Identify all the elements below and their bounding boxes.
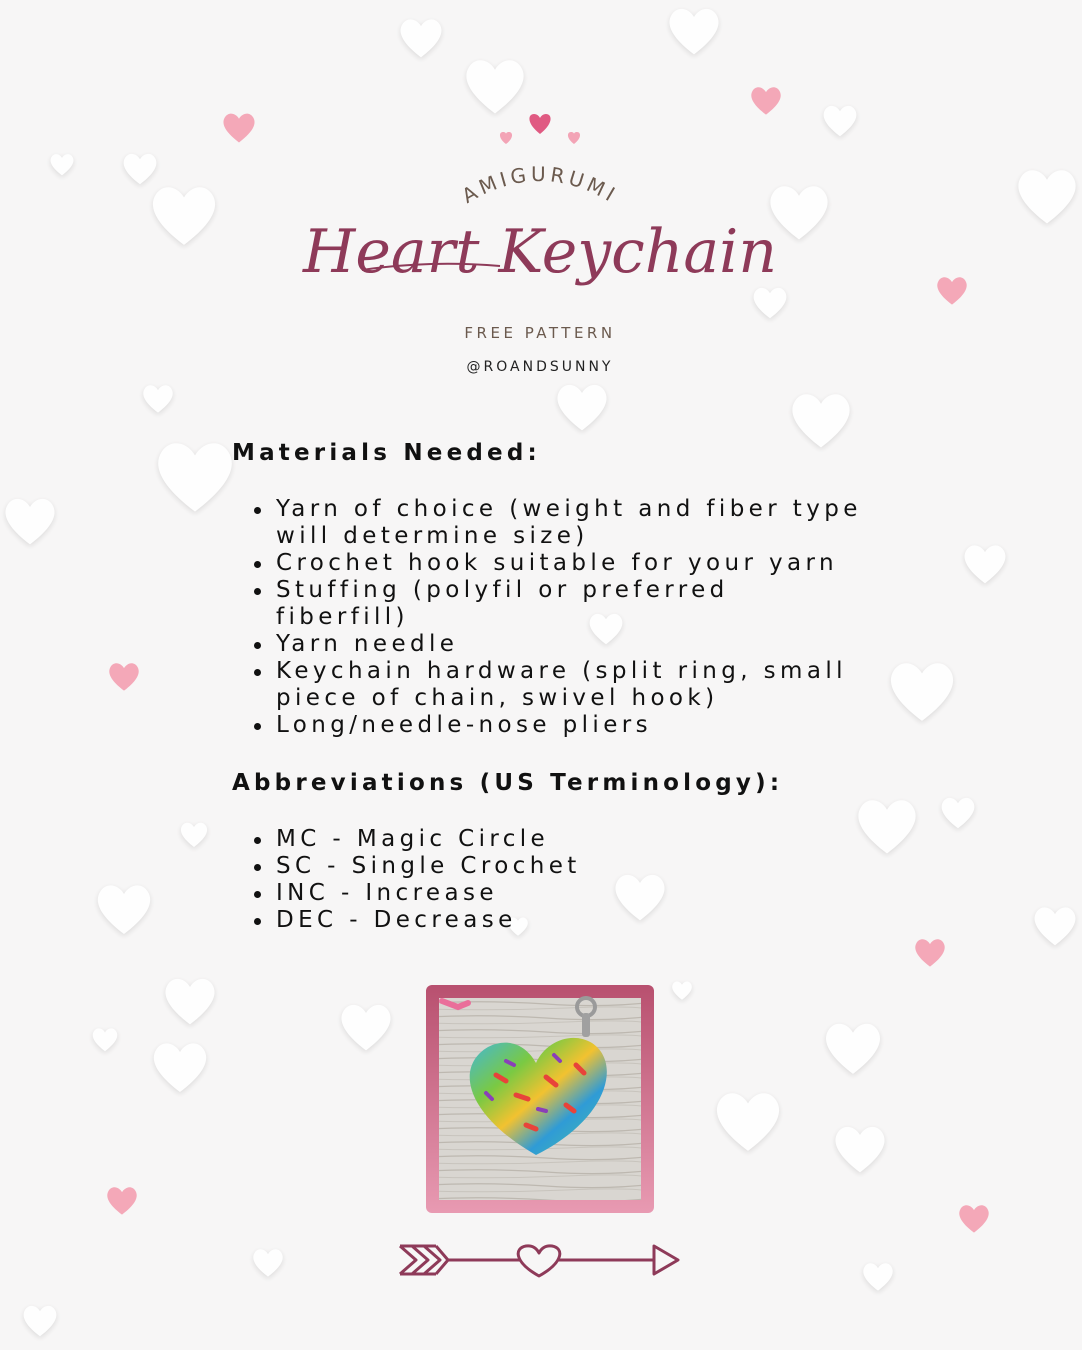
heart-icon [830,1118,890,1178]
heart-icon [664,0,724,60]
heart-icon [160,970,220,1030]
heart-icon [960,538,1010,588]
keychain-photo [426,985,654,1213]
heart-icon [250,1244,286,1280]
list-item: DEC - Decrease [250,907,870,934]
heart-icon [710,1082,786,1158]
heart-icon [20,1300,60,1340]
heart-icon [336,996,396,1056]
list-item: Long/needle-nose pliers [250,712,870,739]
heart-icon [0,490,60,550]
list-item: Yarn needle [250,631,870,658]
heart-icon [1030,900,1080,950]
heart-icon [396,12,446,62]
list-item: MC - Magic Circle [250,826,870,853]
list-item: Yarn of choice (weight and fiber type will determine size) [250,496,870,550]
materials-list [250,496,870,739]
arrow-heart-icon [396,1238,686,1282]
list-item: INC - Increase [250,880,870,907]
heart-icon [148,1034,212,1098]
svg-text:AMIGURUMI: AMIGURUMI [457,161,623,208]
materials-heading: Materials Needed: [232,440,541,466]
heart-icon [90,1024,120,1054]
heart-icon [106,658,142,694]
heart-icon [178,818,210,850]
page-title [303,200,777,310]
heart-icon [92,876,156,940]
heart-icon [104,1182,140,1218]
heart-icon [150,430,240,520]
list-item: SC - Single Crochet [250,853,870,880]
heart-icon [820,1014,886,1080]
abbreviations-list [250,826,870,934]
subtitle: FREE PATTERN [464,324,616,342]
heart-icon [670,978,694,1002]
heart-icon [938,792,978,832]
heart-icon [860,1258,896,1294]
abbreviations-heading: Abbreviations (US Terminology): [232,770,784,796]
list-item: Keychain hardware (split ring, small piece of chain, swivel hook) [250,658,870,712]
heart-icon [956,1200,992,1236]
heart-icon [884,652,960,728]
heart-icon [912,934,948,970]
list-item: Stuffing (polyfil or preferred fiberfill) [250,577,870,631]
svg-text:Heart Keychain: Heart Keychain [303,217,777,287]
list-item: Crochet hook suitable for your yarn [250,550,870,577]
header [0,100,1080,400]
author-handle: @ROANDSUNNY [466,359,614,375]
